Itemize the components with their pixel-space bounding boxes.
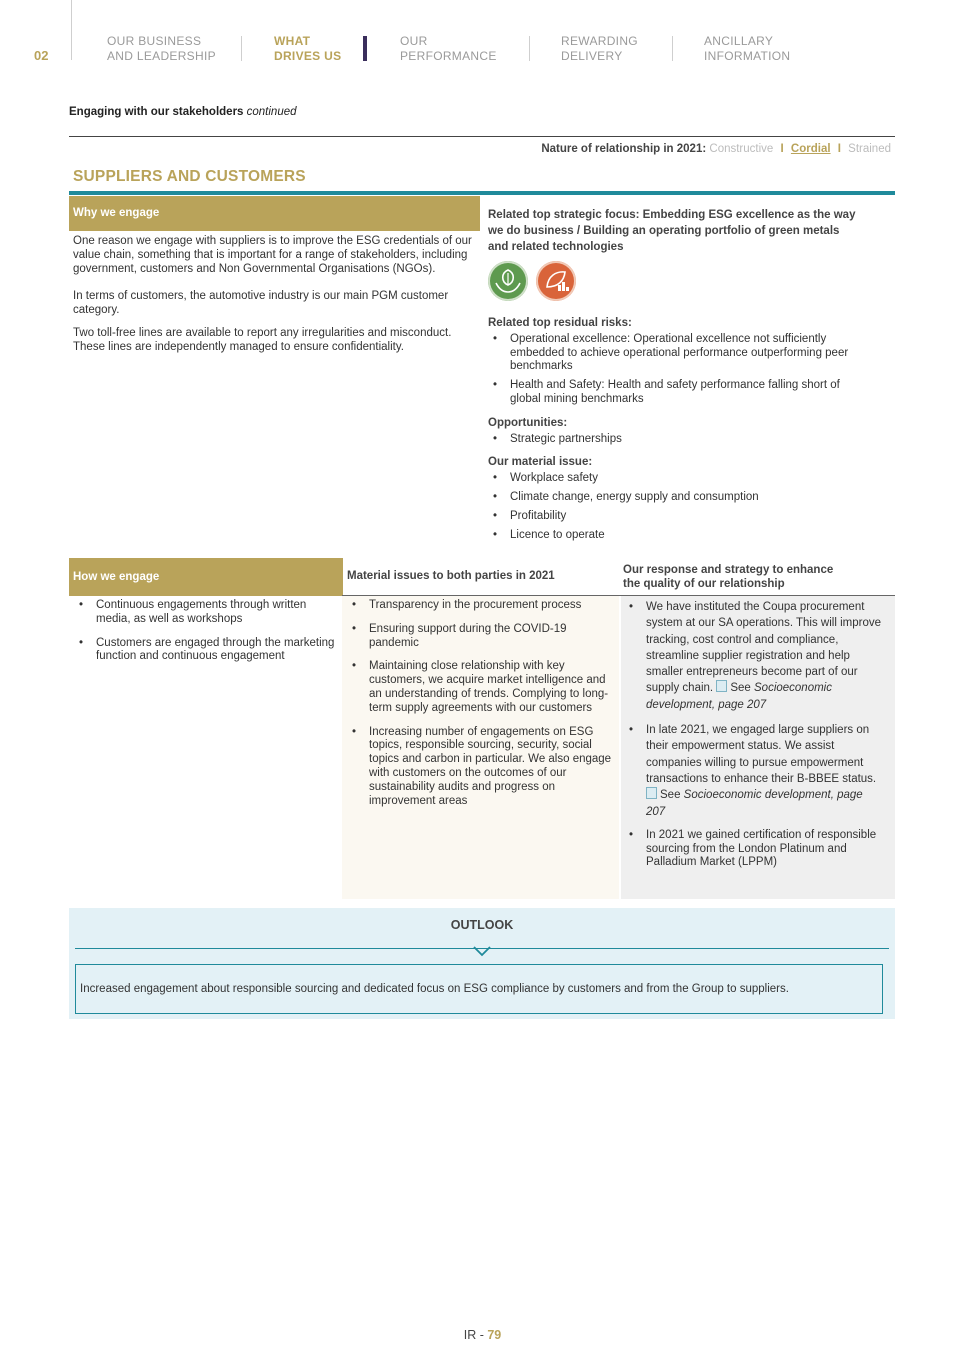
chevron-down-icon <box>472 944 492 957</box>
response-list <box>624 599 882 875</box>
breadcrumb-rule <box>69 136 895 137</box>
nav-item-what-drives-us[interactable]: WHAT DRIVES US <box>274 34 342 63</box>
nav-item-our-business[interactable]: OUR BUSINESS AND LEADERSHIP <box>107 34 216 63</box>
list-item: • Increasing number of engagements on ESG topics, responsible sourcing, security, social topics and carbon in particular. We also engage with customers on the outcomes of our sustainability audits and progress on improvement areas <box>369 726 614 809</box>
opportunities-heading: Opportunities: <box>488 416 568 429</box>
relationship-option-strained: Strained <box>848 143 891 155</box>
list-item: • Transparency in the procurement process <box>369 599 614 613</box>
list-item: • Customers are engaged through the marketing function and continuous engagement <box>96 637 336 665</box>
relationship-indicator: Nature of relationship in 2021: Constructive I Cordial I Strained <box>541 143 891 155</box>
engagement-table <box>69 558 895 899</box>
outlook-box <box>69 908 895 1019</box>
page-number: 79 <box>487 1328 502 1342</box>
material-issues-header: Material issues to both parties in 2021 <box>347 570 555 582</box>
material-issue-list <box>488 472 868 542</box>
nav-divider <box>672 36 673 61</box>
table-header-rule <box>342 595 895 596</box>
relationship-option-constructive: Constructive <box>709 143 774 155</box>
chapter-number: 02 <box>34 48 49 63</box>
cross-reference-link[interactable]: Socioeconomic development, page 207 <box>646 789 863 818</box>
outlook-title: OUTLOOK <box>450 918 514 932</box>
nav-item-our-performance[interactable]: OUR PERFORMANCE <box>400 34 497 63</box>
why-engage-body <box>73 235 473 355</box>
nav-left-divider <box>71 0 72 60</box>
list-item: • In 2021 we gained certification of responsible sourcing from the London Platinum and Palladium Market (LPPM) <box>646 829 882 870</box>
relationship-option-cordial: Cordial <box>790 143 831 155</box>
nav-active-marker <box>363 36 367 61</box>
list-item: • Strategic partnerships <box>510 433 868 447</box>
why-engage-header: Why we engage <box>69 196 480 231</box>
strategic-focus-icons <box>488 261 868 303</box>
list-item: • Ensuring support during the COVID-19 pandemic <box>369 623 614 651</box>
page-footer: IR - 79 <box>463 1328 502 1342</box>
how-engage-list <box>74 599 336 669</box>
strategic-focus <box>488 207 868 547</box>
strategic-focus-heading: Related top strategic focus: Embedding ESG excellence as the way we do business / Building an operating portfolio of green metals and related technologies <box>488 209 856 253</box>
material-issues-list <box>347 599 614 813</box>
opportunities-list <box>488 433 868 447</box>
list-item: • Profitability <box>510 510 868 524</box>
list-item: • Continuous engagements through written media, as well as workshops <box>96 599 336 627</box>
list-item: • Health and Safety: Health and safety performance falling short of global mining benchmarks <box>510 379 868 407</box>
nav-divider <box>529 36 530 61</box>
why-paragraph: Two toll-free lines are available to report any irregularities and misconduct. These lines are independently managed to ensure confidentiality. <box>73 326 452 353</box>
relationship-separator: I <box>837 143 841 155</box>
list-item: • Operational excellence: Operational excellence not sufficiently embedded to achieve operational performance outperforming peer benchmarks <box>510 333 868 374</box>
list-item: • Climate change, energy supply and consumption <box>510 491 868 505</box>
why-paragraph: One reason we engage with suppliers is to improve the ESG credentials of our value chain, something that is important for a range of stakeholders, including government, customers and Non Governmental Organisations (NGOs). <box>73 235 472 275</box>
response-header: Our response and strategy to enhance the quality of our relationship <box>623 564 834 590</box>
outlook-text: Increased engagement about responsible sourcing and dedicated focus on ESG compliance by customers and from the Group to suppliers. <box>75 964 883 1014</box>
list-item: • Workplace safety <box>510 472 868 486</box>
green-metals-icon <box>536 261 576 301</box>
why-paragraph: In terms of customers, the automotive industry is our main PGM customer category. <box>73 290 449 317</box>
document-icon <box>716 680 727 692</box>
list-item: • Licence to operate <box>510 529 868 543</box>
list-item: • In late 2021, we engaged large suppliers on their empowerment status. We assist companies willing to pursue empowerment transactions to enhance their B-BBEE status. See Socioeconomic development, page 207 <box>646 722 882 820</box>
nav-item-rewarding-delivery[interactable]: REWARDING DELIVERY <box>561 34 638 63</box>
how-engage-header: How we engage <box>69 558 343 596</box>
material-issue-heading: Our material issue: <box>488 456 593 469</box>
risks-list <box>488 333 868 407</box>
nav-divider <box>241 36 242 61</box>
relationship-separator: I <box>780 143 784 155</box>
document-icon <box>646 787 657 799</box>
section-title: SUPPLIERS AND CUSTOMERS <box>73 168 306 185</box>
list-item: • We have instituted the Coupa procurement system at our SA operations. This will improve tracking, cost control and compliance, streamline supplier registration and help smaller entrepreneurs become part of our supply chain. See Socioeconomic development, page 207 <box>646 599 882 713</box>
hands-leaf-icon <box>488 261 528 301</box>
breadcrumb: Engaging with our stakeholders continued <box>69 106 297 118</box>
risks-heading: Related top residual risks: <box>488 317 632 329</box>
nav-item-ancillary-information[interactable]: ANCILLARY INFORMATION <box>704 34 791 63</box>
list-item: • Maintaining close relationship with key customers, we acquire market intelligence and an understanding of trends. Complying to long-term supply agreements with our customers <box>369 660 614 715</box>
section-title-rule <box>69 191 895 195</box>
cross-reference-link[interactable]: Socioeconomic development, page 207 <box>646 682 832 711</box>
